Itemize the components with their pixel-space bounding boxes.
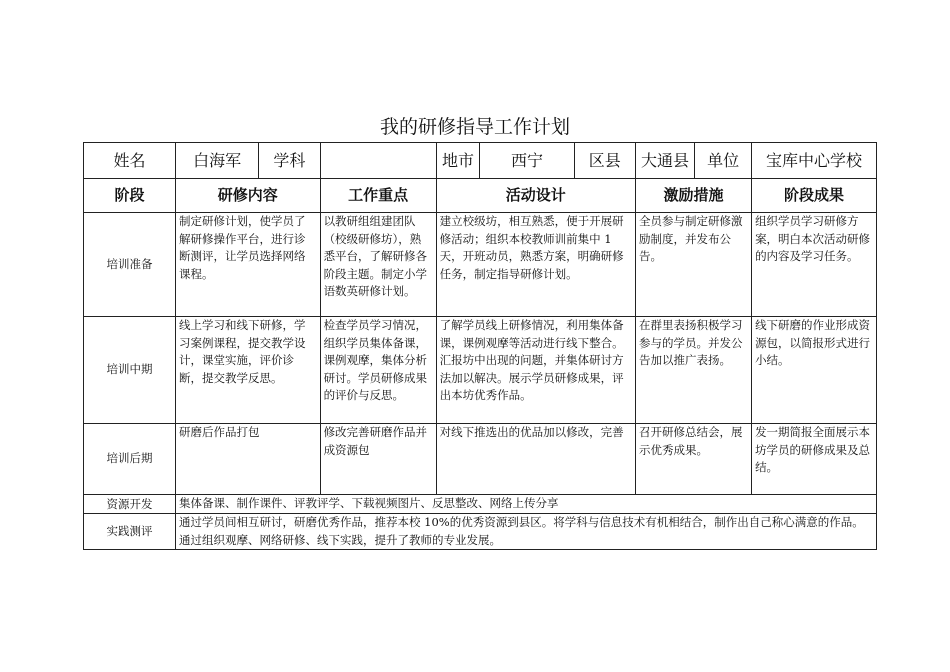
practice-label: 实践测评 (84, 514, 176, 550)
incentive-cell: 召开研修总结会，展示优秀成果。 (635, 424, 751, 495)
stage-cell: 培训准备 (84, 213, 176, 317)
info-row (84, 143, 877, 179)
outcome-cell: 线下研磨的作业形成资源包，以简报形式进行小结。 (752, 317, 877, 424)
outcome-cell: 组织学员学习研修方案，明白本次活动研修的内容及学习任务。 (752, 213, 877, 317)
subject-value (320, 143, 436, 179)
stage-cell: 培训后期 (84, 424, 176, 495)
plan-table (83, 142, 877, 550)
name-value: 白海军 (176, 143, 259, 179)
city-label: 地市 (436, 143, 480, 179)
table-row (84, 213, 877, 317)
practice-text: 通过学员间相互研讨，研磨优秀作品，推荐本校 10%的优秀资源到县区。将学科与信息技术有机相结合，制作出自己称心满意的作品。通过组织观摩、网络研修、线下实践，提升了教师的专业发展。 (176, 514, 877, 550)
focus-cell: 检查学员学习情况，组织学员集体备课，课例观摩，集体分析研讨。学员研修成果的评价与反思。 (320, 317, 436, 424)
content-cell: 线上学习和线下研修，学习案例课程，提交教学设计，课堂实施，评价诊断，提交教学反思。 (176, 317, 321, 424)
activity-cell: 对线下推选出的优品加以修改，完善 (436, 424, 635, 495)
subject-label: 学科 (259, 143, 320, 179)
stage-cell: 培训中期 (84, 317, 176, 424)
page-title: 我的研修指导工作计划 (379, 116, 570, 138)
county-label: 区县 (574, 143, 635, 179)
header-content: 研修内容 (176, 179, 321, 213)
city-value: 西宁 (480, 143, 574, 179)
county-value: 大通县 (635, 143, 694, 179)
content-cell: 制定研修计划，使学员了解研修操作平台，进行诊断测评，让学员选择网络课程。 (176, 213, 321, 317)
activity-cell: 建立校级坊，相互熟悉，便于开展研修活动；组织本校教师训前集中 1 天，开班动员，熟悉方案，明确研修任务，制定指导研修计划。 (436, 213, 635, 317)
focus-cell: 以教研组组建团队（校级研修坊），熟悉平台，了解研修各阶段主题。制定小学语数英研修计划。 (320, 213, 436, 317)
incentive-cell: 全员参与制定研修激励制度，并发布公告。 (635, 213, 751, 317)
resource-text: 集体备课、制作课件、评教评学、下载视频图片、反思整改、网络上传分享 (176, 495, 877, 514)
content-cell: 研磨后作品打包 (176, 424, 321, 495)
outcome-cell: 发一期简报全面展示本坊学员的研修成果及总结。 (752, 424, 877, 495)
header-row (84, 179, 877, 213)
header-activity: 活动设计 (436, 179, 635, 213)
practice-row (84, 514, 877, 550)
table-row (84, 424, 877, 495)
header-outcome: 阶段成果 (752, 179, 877, 213)
header-focus: 工作重点 (320, 179, 436, 213)
focus-cell: 修改完善研磨作品并成资源包 (320, 424, 436, 495)
resource-label: 资源开发 (84, 495, 176, 514)
incentive-cell: 在群里表扬积极学习参与的学员。并发公告加以推广表扬。 (635, 317, 751, 424)
unit-value: 宝库中心学校 (752, 143, 877, 179)
header-incentive: 激励措施 (635, 179, 751, 213)
name-label: 姓名 (84, 143, 176, 179)
resource-row (84, 495, 877, 514)
table-row (84, 317, 877, 424)
header-stage: 阶段 (84, 179, 176, 213)
activity-cell: 了解学员线上研修情况，利用集体备课，课例观摩等活动进行线下整合。汇报坊中出现的问题，并集体研讨方法加以解决。展示学员研修成果，评出本坊优秀作品。 (436, 317, 635, 424)
unit-label: 单位 (695, 143, 752, 179)
